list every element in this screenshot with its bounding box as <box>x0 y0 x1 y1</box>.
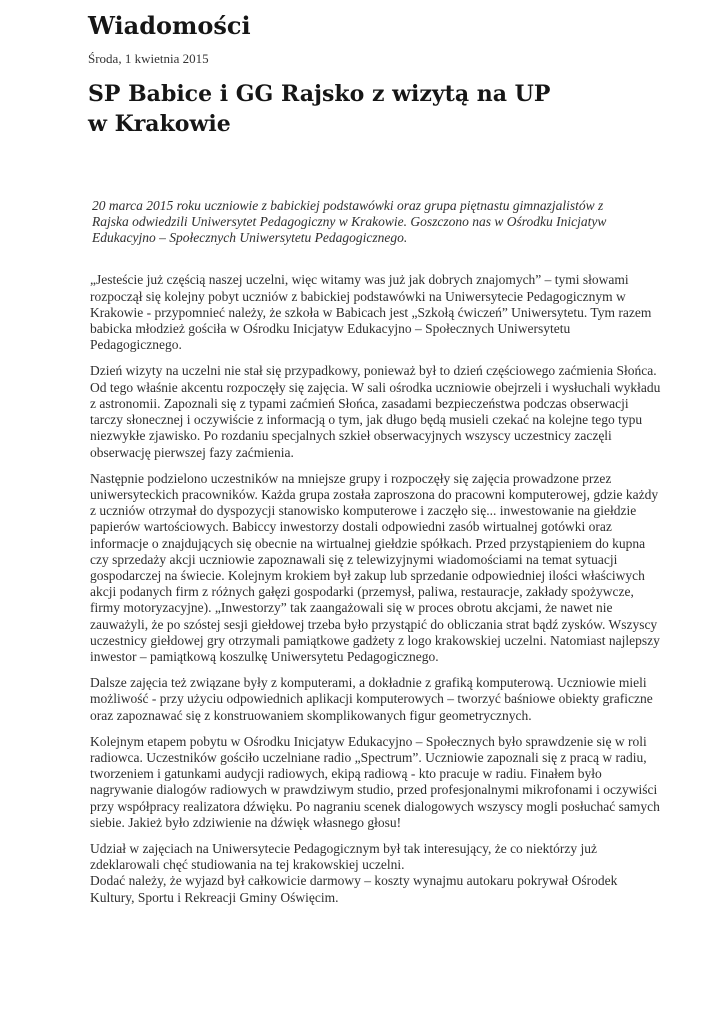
body-paragraph: Kolejnym etapem pobytu w Ośrodku Inicjatyw Edukacyjno – Społecznych było sprawdzenie się w roli radiowca. Uczestników gościło uczelniane radio „Spectrum”. Uczniowie zapoznali się z pracą w radiu, tworzeniem i gatunkami audycji radiowych, ekipą radiową - kto pracuje w radiu. Finałem było nagrywanie dialogów radiowych w prawdziwym studio, przed profesjonalnymi mikrofonami i oczywiści przy współpracy realizatora dźwięku. Po nagraniu scenek dialogowych wszyscy mogli posłuchać samych siebie. Jakież było zdziwienie na dźwięk własnego głosu! <box>90 733 660 830</box>
lead-paragraph: 20 marca 2015 roku uczniowie z babickiej podstawówki oraz grupa piętnastu gimnazjalistów z Rajska odwiedzili Uniwersytet Pedagogiczny w Krakowie. Goszczono nas w Ośrodku Inicjatyw Edukacyjno – Społecznych Uniwersytetu Pedagogicznego. <box>92 197 607 246</box>
article-title: SP Babice i GG Rajsko z wizytą na UP w Krakowie <box>88 81 551 137</box>
body-paragraph: Dalsze zajęcia też związane były z komputerami, a dokładnie z grafiką komputerową. Uczniowie mieli możliwość - przy użyciu odpowiednich aplikacji komputerowych – tworzyć baśniowe obiekty graficzne oraz zapoznawać się z konstruowaniem skomplikowanych figur geometrycznych. <box>90 675 653 723</box>
paragraph-line: Dodać należy, że wyjazd był całkowicie darmowy – koszty wynajmu autokaru pokrywał Ośrodek Kultury, Sportu i Rekreacji Gminy Oświęcim. <box>90 873 618 905</box>
section-title: Wiadomości <box>88 11 251 40</box>
article-date: Środa, 1 kwietnia 2015 <box>88 50 209 66</box>
body-paragraph <box>90 841 663 906</box>
body-paragraph: Następnie podzielono uczestników na mniejsze grupy i rozpoczęły się zajęcia prowadzone przez uniwersyteckich pracowników. Każda grupa została zaproszona do pracowni komputerowej, gdzie każdy z uczniów otrzymał do dyspozycji stanowisko komputerowe i zaczęło się... inwestowanie na giełdzie papierów wartościowych. Babiccy inwestorzy dostali odpowiedni zasób wirtualnej gotówki oraz informacje o znajdujących się obecnie na wirtualnej giełdzie spółkach. Przed przystąpieniem do kupna czy sprzedaży akcji uczniowie zapoznawali się z telewizyjnymi wiadomościami na temat sytuacji gospodarczej na świecie. Kolejnym krokiem był zakup lub sprzedanie odpowiedniej ilości właściwych akcji podanych firm z różnych gałęzi gospodarki (przemysł, paliwa, restauracje, zakłady spożywcze, firmy motoryzacyjne). „Inwestorzy” tak zaangażowali się w proces obrotu akcjami, że nawet nie zauważyli, że po szóstej sesji giełdowej trzeba było przystąpić do obliczania strat bądź zysków. Wszyscy uczestnicy giełdowej gry otrzymali pamiątkowe gadżety z logo krakowskiej uczelni. Natomiast najlepszy inwestor – pamiątkową koszulkę Uniwersytetu Pedagogicznego. <box>90 470 660 664</box>
paragraph-line: Udział w zajęciach na Uniwersytecie Pedagogicznym był tak interesujący, że co niektórzy już zdeklarowali chęć studiowania na tej krakowskiej uczelni. <box>90 840 598 873</box>
body-paragraph: Dzień wizyty na uczelni nie stał się przypadkowy, ponieważ był to dzień częściowego zaćmienia Słońca. Od tego właśnie akcentu rozpoczęły się zajęcia. W sali ośrodka uczniowie obejrzeli i wysłuchali wykładu z astronomii. Zapoznali się z typami zaćmień Słońca, zasadami bezpieczeństwa podczas obserwacji tarczy słonecznej i oczywiście z informacją o tym, jak długo będą musieli czekać na kolejne tego typu niezwykłe zjawisko. Po rozdaniu specjalnych szkieł obserwacyjnych wszyscy uczestnicy zaczęli obserwację pierwszej fazy zaćmienia. <box>90 363 661 460</box>
body-paragraph: „Jesteście już częścią naszej uczelni, więc witamy was już jak dobrych znajomych” – tymi słowami rozpoczął się kolejny pobyt uczniów z babickiej podstawówki na Uniwersytecie Pedagogicznym w Krakowie - przypomnieć należy, że szkoła w Babicach jest „Szkołą ćwiczeń” Uniwersytetu. Tym razem babicka młodzież gościła w Ośrodku Inicjatyw Edukacyjno – Społecznych Uniwersytetu Pedagogicznego. <box>90 272 652 353</box>
